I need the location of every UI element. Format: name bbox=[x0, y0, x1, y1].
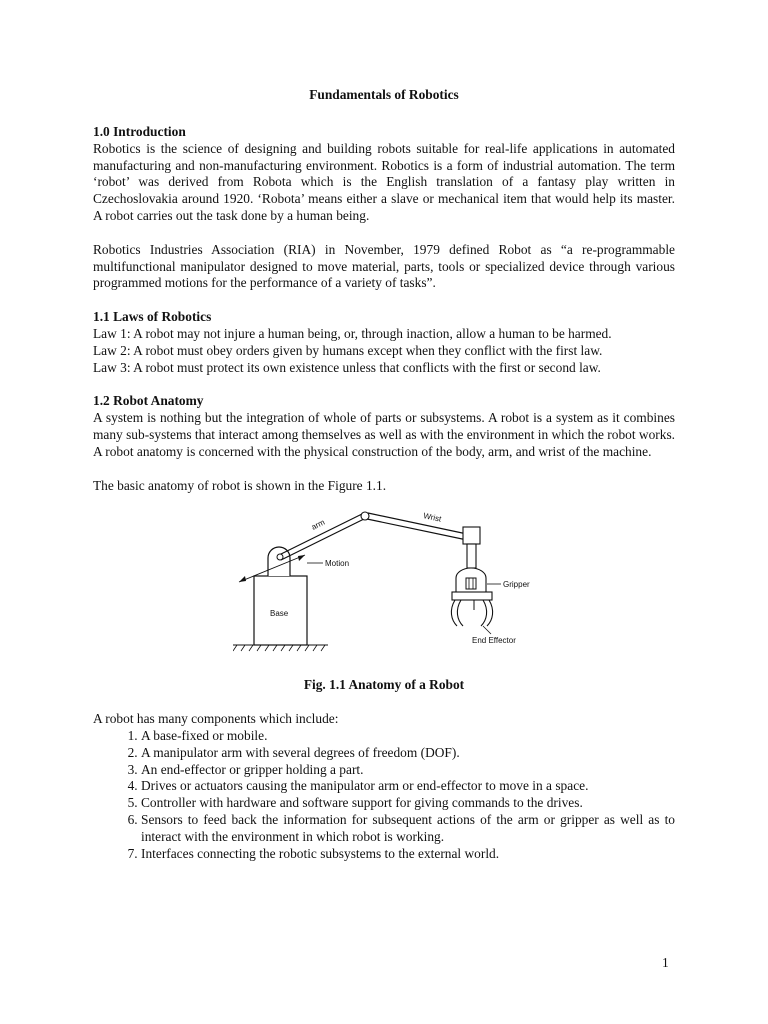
robot-diagram bbox=[233, 510, 533, 660]
law-3: Law 3: A robot must protect its own existence unless that conflicts with the first or second law. bbox=[93, 359, 601, 375]
list-item: 1. A base-fixed or mobile. bbox=[141, 728, 675, 745]
anatomy-paragraph-1: A system is nothing but the integration of whole of parts or subsystems. A robot is a system as it combines many sub-systems that interact among themselves as well as with the environment in which the robot works. A robot anatomy is concerned with the physical construction of the body, arm, and wrist of the machine. bbox=[93, 410, 676, 459]
motion-label: Motion bbox=[325, 559, 350, 569]
list-item: 6. Sensors to feed back the information for subsequent actions of the arm or gripper as well as to interact with the environment in which robot is working. bbox=[141, 812, 675, 846]
list-item: 3. An end-effector or gripper holding a part. bbox=[141, 762, 675, 779]
list-item: 5. Controller with hardware and software support for giving commands to the drives. bbox=[141, 795, 675, 812]
list-item: 4. Drives or actuators causing the manipulator arm or end-effector to move in a space. bbox=[141, 778, 675, 795]
arm-label: arm bbox=[309, 518, 327, 533]
end-effector-label: End Effector bbox=[472, 636, 516, 646]
components-intro: A robot has many components which include: bbox=[93, 711, 339, 727]
list-item: 2. A manipulator arm with several degrees of freedom (DOF). bbox=[141, 745, 675, 762]
law-1: Law 1: A robot may not injure a human being, or, through inaction, allow a human to be harmed. bbox=[93, 325, 612, 341]
intro-heading: 1.0 Introduction bbox=[93, 124, 186, 139]
document-title: Fundamentals of Robotics bbox=[309, 87, 459, 102]
wrist-label: Wrist bbox=[422, 511, 443, 525]
anatomy-heading: 1.2 Robot Anatomy bbox=[93, 393, 204, 409]
anatomy-paragraph-2: The basic anatomy of robot is shown in the Figure 1.1. bbox=[93, 477, 387, 493]
gripper-label: Gripper bbox=[503, 580, 530, 590]
list-item: 7. Interfaces connecting the robotic subsystems to the external world. bbox=[141, 846, 675, 863]
figure-caption: Fig. 1.1 Anatomy of a Robot bbox=[303, 677, 465, 693]
law-2: Law 2: A robot must obey orders given by humans except when they conflict with the first law. bbox=[93, 342, 603, 358]
components-list bbox=[93, 728, 675, 862]
intro-paragraph-1: Robotics is the science of designing and building robots suitable for real-life applications in automated manufacturing and non-manufacturing environment. Robotics is a form of industrial automation. The term ‘robot’ was derived from Robota which is the English translation of a fantasy play written in Czechoslovakia around 1920. ‘Robota’ means either a slave or mechanical item that would help its master. A robot carries out the task done by a human being. bbox=[93, 140, 675, 223]
intro-paragraph-2: Robotics Industries Association (RIA) in November, 1979 defined Robot as “a re-programmable multifunctional manipulator designed to move material, parts, tools or specialized device through various programmed motions for the performance of a variety of tasks”. bbox=[93, 241, 675, 291]
laws-heading: 1.1 Laws of Robotics bbox=[93, 309, 212, 325]
base-label: Base bbox=[270, 609, 289, 619]
document-page bbox=[93, 86, 675, 862]
page-number: 1 bbox=[662, 955, 669, 970]
robot-anatomy-figure bbox=[93, 510, 675, 662]
